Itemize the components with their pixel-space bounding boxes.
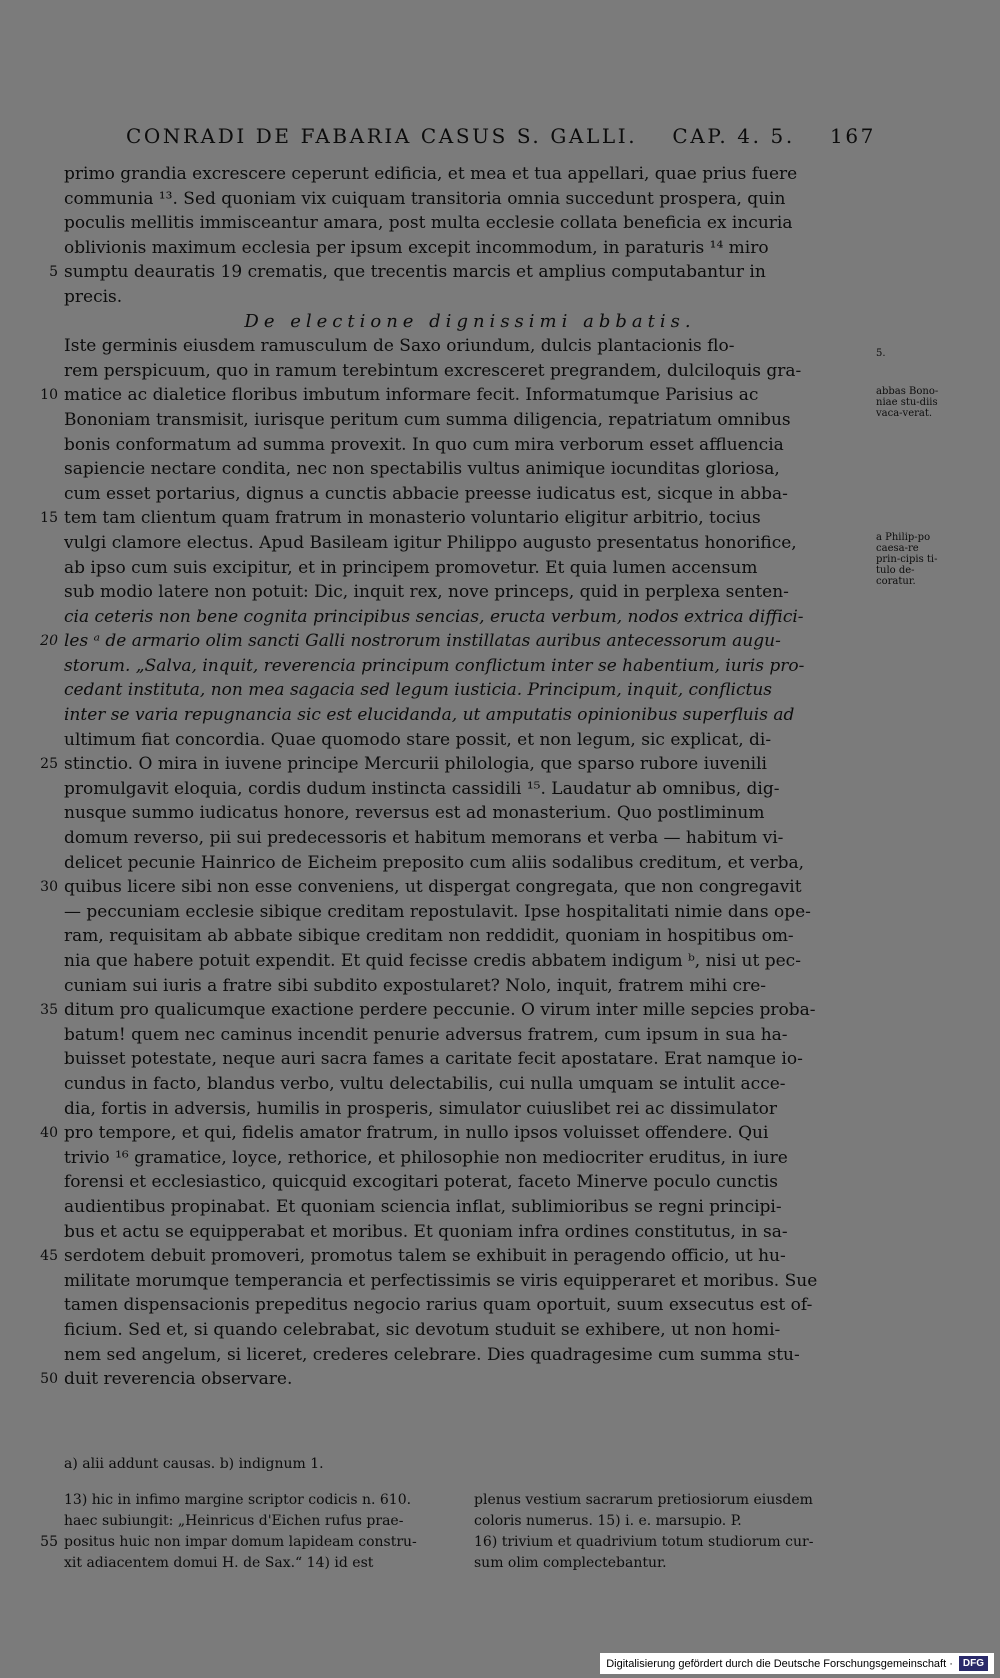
line-text: — peccuniam ecclesie sibique creditam repostulavit. Ipse hospitalitati nimie dans ope- — [64, 901, 811, 922]
text-line — [40, 1244, 876, 1269]
footnote-text: 13) hic in infimo margine scriptor codicis n. 610. — [64, 1492, 412, 1508]
line-number: 5 — [49, 264, 58, 281]
text-line — [64, 211, 876, 236]
footnote-line: plenus vestium sacrarum pretiosiorum eiusdem — [474, 1492, 813, 1508]
footnote-line: coloris numerus. 15) i. e. marsupio. P. — [474, 1513, 742, 1529]
text-line — [64, 580, 876, 605]
text-line — [64, 728, 876, 753]
text-line — [64, 851, 876, 876]
line-text: batum! quem nec caminus incendit penurie adversus fratrem, cum ipsum in sua ha- — [64, 1024, 788, 1045]
line-text: promulgavit eloquia, cordis dudum instincta cassidili ¹⁵. Laudatur ab omnibus, dig- — [64, 778, 780, 799]
line-number: 30 — [40, 879, 58, 896]
line-text: precis. — [64, 286, 123, 307]
page-number: 167 — [830, 124, 876, 148]
text-line — [64, 654, 876, 679]
text-line — [64, 1293, 876, 1318]
footnote-line — [64, 1511, 450, 1532]
text-line — [64, 605, 876, 630]
text-line — [64, 900, 876, 925]
line-text: communia ¹³. Sed quoniam vix cuiquam transitoria omnia succedunt prospera, quin — [64, 188, 786, 209]
line-text: De electione dignissimi abbatis. — [244, 310, 696, 332]
line-text: stinctio. O mira in iuvene principe Mercurii philologia, que sparso rubore iuvenili — [64, 754, 767, 775]
text-line — [64, 457, 876, 482]
section-heading — [64, 310, 876, 335]
text-line — [40, 506, 876, 531]
line-text: forensi et ecclesiastico, quicquid excogitari poterat, faceto Minerve poculo cunctis — [64, 1172, 779, 1193]
line-number: 10 — [40, 387, 58, 404]
line-text: nia que habere potuit expendit. Et quid fecisse credis abbatem indigum ᵇ, nisi ut pec- — [64, 951, 801, 971]
text-line — [64, 1269, 876, 1294]
margin-note-text: a Philip-po caesa-re prin-cipis ti-tulo de-coratur. — [876, 532, 938, 587]
line-text: Bononiam transmisit, iurisque peritum cum summa diligencia, repatriatum omnibus — [64, 409, 791, 430]
text-line — [40, 998, 876, 1023]
line-text: matice ac dialetice floribus imbutum informare fecit. Informatumque Parisius ac — [64, 385, 759, 406]
line-text: trivio ¹⁶ gramatice, loyce, rethorice, et philosophie non mediocriter eruditus, in iure — [64, 1147, 788, 1168]
text-line — [64, 1343, 876, 1368]
line-number: 15 — [40, 510, 58, 527]
margin-note-section — [876, 348, 946, 359]
text-line — [64, 1146, 876, 1171]
text-line — [40, 752, 876, 777]
line-text: buisset potestate, neque auri sacra fames a caritate fecit apostatare. Erat namque io- — [64, 1049, 803, 1070]
line-text: dia, fortis in adversis, humilis in prosperis, simulator cuiuslibet rei ac dissimulator — [64, 1098, 778, 1119]
line-text: rem perspicuum, quo in ramum terebintum excresceret pregrandem, dulciloquis gra- — [64, 360, 802, 381]
text-line — [64, 1072, 876, 1097]
line-text: delicet pecunie Hainrico de Eicheim preposito cum aliis sodalibus creditum, et verba, — [64, 852, 805, 873]
footnote-line: 16) trivium et quadrivium totum studiorum cur- — [474, 1534, 814, 1550]
textual-variants: a) alii addunt causas. b) indignum 1. — [64, 1456, 324, 1472]
credit-text: Digitalisierung gefördert durch die Deutsche Forschungsgemeinschaft · — [606, 1657, 953, 1670]
line-text: bus et actu se equipperabat et moribus. Et quoniam infra ordines constitutus, in sa- — [64, 1221, 788, 1242]
running-header — [126, 124, 876, 148]
footnote-text: haec subiungit: „Heinricus d'Eichen rufus prae- — [64, 1513, 404, 1529]
text-line — [64, 678, 876, 703]
text-line — [64, 162, 876, 187]
text-line — [64, 1023, 876, 1048]
text-line — [64, 949, 876, 974]
margin-note-text: abbas Bono-niae stu-diis vaca-verat. — [876, 386, 939, 419]
line-text: vulgi clamore electus. Apud Basileam igitur Philippo augusto presentatus honorifice, — [64, 532, 797, 553]
margin-note-bologna — [876, 386, 946, 419]
text-line — [40, 1121, 876, 1146]
text-line — [64, 924, 876, 949]
line-text: nem sed angelum, si liceret, crederes celebrare. Dies quadragesime cum summa stu- — [64, 1344, 800, 1365]
text-line — [40, 1367, 876, 1392]
text-line — [64, 1170, 876, 1195]
text-line — [64, 703, 876, 728]
text-line — [49, 260, 876, 285]
line-text: nusque summo iudicatus honore, reversus est ad monasterium. Quo postliminum — [64, 803, 765, 824]
line-text: oblivionis maximum ecclesia per ipsum excepit incommodum, in paraturis ¹⁴ miro — [64, 237, 769, 258]
line-text: ficium. Sed et, si quando celebrabat, sic devotum studuit se exhibere, ut non homi- — [64, 1319, 781, 1340]
line-text: Iste germinis eiusdem ramusculum de Saxo oriundum, dulcis plantacionis flo- — [64, 336, 735, 357]
line-text: tamen dispensacionis prepeditus negocio rarius quam oportuit, suum exsecutus est of- — [64, 1295, 813, 1316]
footnote-text: positus huic non impar domum lapideam constru- — [64, 1534, 417, 1550]
footnotes-left-column — [40, 1490, 450, 1574]
line-text: cundus in facto, blandus verbo, vultu delectabilis, cui nulla umquam se intulit acce- — [64, 1073, 786, 1094]
line-number: 40 — [40, 1125, 58, 1142]
text-line — [40, 629, 876, 654]
text-line — [64, 482, 876, 507]
line-number: 55 — [40, 1534, 58, 1550]
line-text: bonis conformatum ad summa provexit. In quo cum mira verborum esset affluencia — [64, 434, 784, 455]
text-line — [64, 1195, 876, 1220]
line-text: storum. „Salva, inquit, reverencia principum conflictum inter se habentium, iuris pro- — [64, 655, 805, 676]
text-line — [64, 1047, 876, 1072]
line-text: ram, requisitam ab abbate sibique creditam non reddidit, quoniam in hospitibus om- — [64, 926, 794, 947]
line-text: ultimum fiat concordia. Quae quomodo stare possit, et non legum, sic explicat, di- — [64, 729, 772, 750]
footnote-line — [64, 1553, 450, 1574]
line-text: tem tam clientum quam fratrum in monasterio voluntario eligitur arbitrio, tocius — [64, 508, 761, 529]
line-number: 35 — [40, 1002, 58, 1019]
line-text: serdotem debuit promoveri, promotus talem se exhibuit in peragendo officio, ut hu- — [64, 1246, 786, 1267]
footnotes-right-column — [474, 1490, 874, 1574]
line-text: sapiencie nectare condita, nec non spectabilis vultus animique iocunditas gloriosa, — [64, 459, 780, 480]
text-line — [64, 801, 876, 826]
line-text: quibus licere sibi non esse conveniens, ut dispergat congregata, que non congregavit — [64, 877, 802, 898]
text-line — [64, 408, 876, 433]
text-line — [40, 875, 876, 900]
text-line — [64, 826, 876, 851]
line-text: sumptu deauratis 19 crematis, que trecentis marcis et amplius computabantur in — [64, 262, 766, 283]
line-number: 45 — [40, 1248, 58, 1265]
line-text: primo grandia excrescere ceperunt edificia, et mea et tua appellari, quae prius fuere — [64, 164, 798, 184]
text-line — [40, 383, 876, 408]
footnote-text: xit adiacentem domui H. de Sax.“ 14) id est — [64, 1555, 374, 1571]
line-text: cum esset portarius, dignus a cunctis abbacie preesse iudicatus est, sicque in abba- — [64, 483, 788, 504]
text-line — [64, 1097, 876, 1122]
footnote-line: sum olim complectebantur. — [474, 1555, 667, 1571]
text-line — [64, 359, 876, 384]
text-line — [64, 1220, 876, 1245]
line-text: ab ipso cum suis excipitur, et in principem promovetur. Et quia lumen accensum — [64, 557, 758, 578]
line-text: cedant instituta, non mea sagacia sed legum iusticia. Principum, inquit, conflictus — [64, 680, 773, 701]
line-number: 25 — [40, 756, 58, 773]
line-number: 20 — [40, 633, 58, 650]
line-text: inter se varia repugnancia sic est elucidanda, ut amputatis opinionibus superfluis ad — [64, 705, 795, 726]
dfg-logo: DFG — [959, 1656, 988, 1671]
line-text: sub modio latere non potuit: Dic, inquit rex, nove princeps, quid in perplexa senten- — [64, 582, 789, 603]
text-line — [64, 974, 876, 999]
text-line — [64, 433, 876, 458]
text-line — [64, 334, 876, 359]
text-line — [64, 187, 876, 212]
footnote-line — [40, 1532, 450, 1553]
main-text — [40, 162, 876, 1392]
line-text: cia ceteris non bene cognita principibus sencias, eructa verbum, nodos extrica diffici- — [64, 606, 804, 627]
header-chapter: CAP. 4. 5. — [672, 124, 795, 148]
text-line — [64, 531, 876, 556]
margin-note-section-number: 5. — [876, 348, 886, 359]
line-text: pro tempore, et qui, fidelis amator fratrum, in nullo ipsos voluisset offendere. Qui — [64, 1123, 769, 1144]
line-text: domum reverso, pii sui predecessoris et habitum memorans et verba — habitum vi- — [64, 828, 784, 849]
digitization-credit — [600, 1653, 994, 1674]
text-line — [64, 556, 876, 581]
line-text: audientibus propinabat. Et quoniam sciencia inflat, sublimioribus se regni principi- — [64, 1196, 782, 1217]
text-line — [64, 285, 876, 310]
line-text: cuniam sui iuris a fratre sibi subdito expostularet? Nolo, inquit, fratrem mihi cre- — [64, 975, 767, 996]
line-text: les ᵃ de armario olim sancti Galli nostrorum instillatas auribus antecessorum augu- — [64, 631, 781, 652]
line-text: ditum pro qualicumque exactione perdere peccunie. O virum inter mille sepcies proba- — [64, 1000, 816, 1021]
line-text: militate morumque temperancia et perfectissimis se viris equipperaret et moribus. Sue — [64, 1270, 818, 1291]
text-line — [64, 1318, 876, 1343]
margin-note-philipp — [876, 532, 946, 587]
text-line — [64, 236, 876, 261]
line-number: 50 — [40, 1371, 58, 1388]
line-text: poculis mellitis immisceantur amara, post multa ecclesie collata beneficia ex incuria — [64, 213, 793, 234]
text-line — [64, 777, 876, 802]
footnote-line — [64, 1490, 450, 1511]
line-text: duit reverencia observare. — [64, 1369, 293, 1390]
header-title: CONRADI DE FABARIA CASUS S. GALLI. — [126, 124, 638, 148]
